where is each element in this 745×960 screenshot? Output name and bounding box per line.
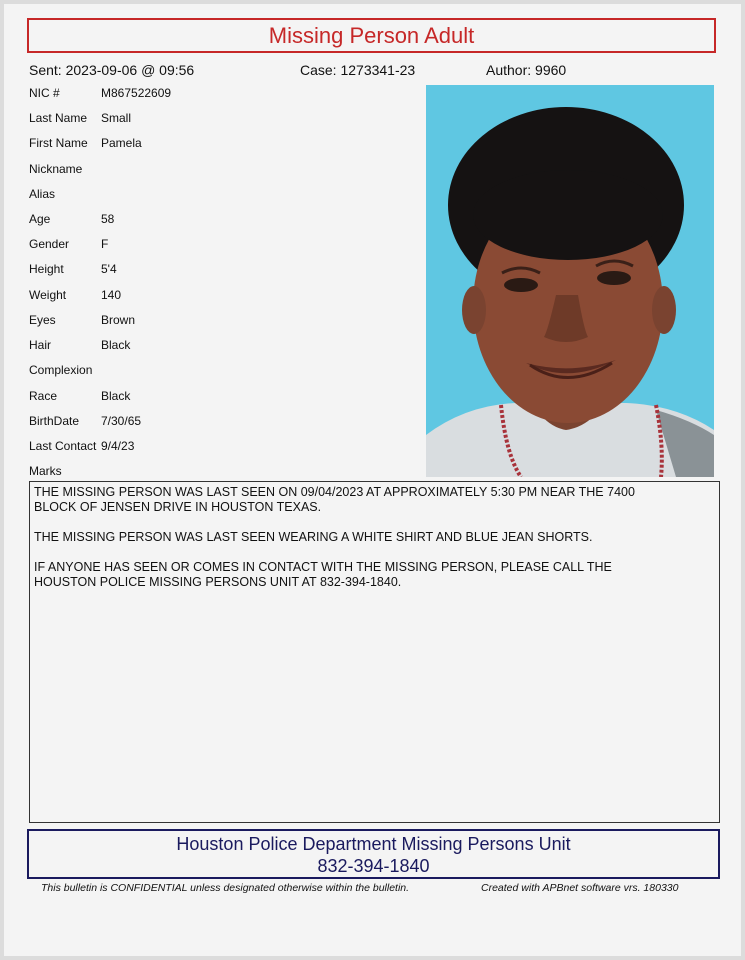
field-label-race: Race [29,389,58,403]
software-credit: Created with APBnet software vrs. 180330 [481,882,679,894]
field-label-weight: Weight [29,288,67,302]
field-value-height: 5'4 [101,262,117,276]
field-value-gender: F [101,237,109,251]
field-value-last-name: Small [101,111,132,125]
author-id: Author: 9960 [486,62,567,78]
field-value-last-contact: 9/4/23 [101,439,135,453]
field-value-first-name: Pamela [101,136,142,150]
person-photo [426,85,714,477]
bulletin-title: Missing Person Adult [27,18,716,53]
field-label-marks: Marks [29,464,62,478]
footer-unit-name: Houston Police Department Missing Persons Unit [176,834,571,854]
field-label-gender: Gender [29,237,70,251]
field-label-alias: Alias [29,187,56,201]
footer-contact-box [27,829,720,879]
field-value-birthdate: 7/30/65 [101,414,142,428]
field-label-height: Height [29,262,64,276]
field-value-race: Black [101,389,131,403]
field-label-complexion: Complexion [29,363,93,377]
field-label-last-contact: Last Contact [29,439,97,453]
field-label-hair: Hair [29,338,52,352]
field-value-eyes: Brown [101,313,136,327]
field-label-first-name: First Name [29,136,88,150]
narrative-paragraph-clothing: THE MISSING PERSON WAS LAST SEEN WEARING A WHITE SHIRT AND BLUE JEAN SHORTS. [34,530,593,544]
narrative-paragraph-contact: IF ANYONE HAS SEEN OR COMES IN CONTACT WITH THE MISSING PERSON, PLEASE CALL THE HOUSTON POLICE MISSING PERSONS UNIT AT 832-394-1840. [34,560,612,589]
portrait-illustration [426,85,714,477]
field-label-last-name: Last Name [29,111,88,125]
field-label-birthdate: BirthDate [29,414,80,428]
field-value-nic: M867522609 [101,86,172,100]
bulletin-page [4,4,741,956]
confidential-notice: This bulletin is CONFIDENTIAL unless designated otherwise within the bulletin. [41,882,410,894]
field-label-nickname: Nickname [29,162,83,176]
narrative-box [29,481,720,823]
field-value-weight: 140 [101,288,122,302]
field-label-eyes: Eyes [29,313,56,327]
narrative-paragraph-last-seen: THE MISSING PERSON WAS LAST SEEN ON 09/04/2023 AT APPROXIMATELY 5:30 PM NEAR THE 7400 BLOCK OF JENSEN DRIVE IN HOUSTON TEXAS. [34,485,635,514]
field-label-age: Age [29,212,51,226]
field-value-hair: Black [101,338,131,352]
field-label-nic: NIC # [29,86,60,100]
field-value-age: 58 [101,212,115,226]
sent-timestamp: Sent: 2023-09-06 @ 09:56 [29,62,195,78]
case-number: Case: 1273341-23 [300,62,416,78]
footer-phone: 832-394-1840 [317,856,430,876]
